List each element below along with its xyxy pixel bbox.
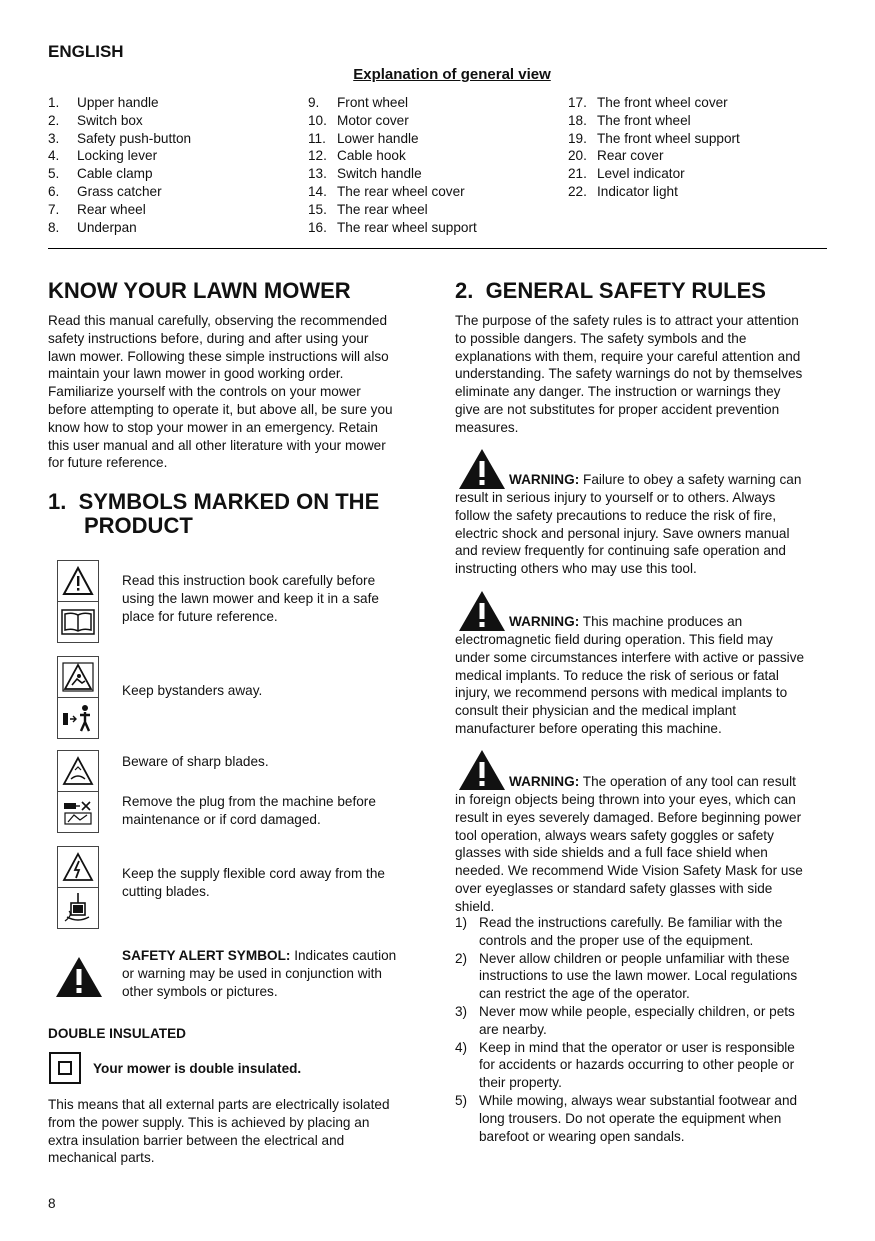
cord-mower-icon: [58, 887, 98, 928]
part-item: 12. Cable hook: [308, 148, 406, 164]
part-item: 1. Upper handle: [48, 95, 159, 110]
safety-alert-text: SAFETY ALERT SYMBOL: Indicates caution or warning may be used in conjunction with other symbols or pictures.: [122, 948, 397, 999]
open-book-icon: [58, 601, 98, 642]
know-paragraph: Read this manual carefully, observing the recommended safety instructions before, during and after using your lawn mower. Following these simple instructions will also maintain your lawn mower in good working order. Familiarize yourself with the controls on your mower before attempting to operate it, but above all, be sure you know how to stop your mower in an emergency. Retain this user manual and all other literature with your mower for future reference.: [48, 313, 393, 471]
part-item: 3. Safety push-button: [48, 130, 192, 146]
part-item: 8. Underpan: [48, 219, 137, 235]
electric-shock-warning-icon: [58, 847, 98, 887]
part-item: 4. Locking lever: [48, 148, 158, 164]
part-item: 19. The front wheel support: [568, 130, 740, 146]
double-insulated-note: Your mower is double insulated.: [93, 1061, 302, 1076]
know-title: KNOW YOUR LAWN MOWER: [48, 278, 351, 303]
warning-2-text: electromagnetic field during operation. This field may under some circumstances interfere with active or passive medical implants. To reduce the risk of serious or fatal injury, we recommend persons with medical implants to consult their physician and the medical implant manufacturer before operating this machine.: [455, 632, 805, 736]
section-divider: [48, 248, 827, 249]
list-item: 5) While mowing, always wear substantial footwear and long trousers. Do not operate the equipment when barefoot or wearing open sandals.: [455, 1092, 798, 1144]
part-item: 9. Front wheel: [308, 95, 409, 110]
part-item: 2. Switch box: [48, 112, 143, 128]
part-item: 22. Indicator light: [568, 183, 678, 199]
symbol-blades-text: Beware of sharp blades.: [122, 754, 269, 769]
part-item: 18. The front wheel: [568, 112, 691, 128]
safety-rules-list: [455, 914, 830, 1145]
warning-icon: [457, 447, 507, 491]
part-item: 13. Switch handle: [308, 166, 422, 182]
part-item: 16. The rear wheel support: [308, 219, 477, 235]
warning-2-first-line: WARNING: This machine produces an: [509, 614, 743, 629]
symbol-bystanders: [57, 656, 99, 739]
symbol-read-manual-text: Read this instruction book carefully before using the lawn mower and keep it in a safe place for future reference.: [122, 573, 379, 624]
safety-alert-icon: [54, 955, 104, 999]
part-item: 5. Cable clamp: [48, 166, 153, 182]
list-item: 1) Read the instructions carefully. Be familiar with the controls and the proper use of the equipment.: [455, 915, 783, 948]
symbol-unplug-text: Remove the plug from the machine before maintenance or if cord damaged.: [122, 794, 376, 827]
symbols-title: 1. SYMBOLS MARKED ON THE: [48, 489, 380, 514]
warning-3-text: in foreign objects being thrown into your eyes, which can result in eyes severely damaged. Before beginning power tool operation, always wears safety goggles or safety glasses with side shields and a full face shield when needed. We recommend Wide Vision Safety Mask for use over eyeglasses or standard safety glasses with side shield.: [455, 792, 803, 914]
symbol-read-manual: [57, 560, 99, 643]
part-item: 21. Level indicator: [568, 166, 685, 182]
symbol-blades-plug: [57, 750, 99, 833]
safety-title: 2. GENERAL SAFETY RULES: [455, 278, 766, 303]
warning-1-first-line: WARNING: Failure to obey a safety warning can: [509, 472, 802, 487]
warning-icon: [457, 589, 507, 633]
parts-list-col-2: [308, 94, 558, 236]
thrown-object-warning-icon: [58, 657, 98, 697]
unplug-maintenance-icon: [58, 791, 98, 832]
parts-list-col-3: [568, 94, 818, 201]
part-item: 15. The rear wheel: [308, 201, 428, 217]
symbol-bystanders-text: Keep bystanders away.: [122, 683, 263, 698]
warning-3-first-line: WARNING: The operation of any tool can result: [509, 774, 796, 789]
list-item: 4) Keep in mind that the operator or user is responsible for accidents or hazards occurring to other people or their property.: [455, 1039, 795, 1091]
double-insulated-paragraph: This means that all external parts are electrically isolated from the power supply. This is achieved by placing an extra insulation barrier between the electrical and mechanical parts.: [48, 1097, 390, 1166]
safety-intro-paragraph: The purpose of the safety rules is to attract your attention to possible dangers. The safety symbols and the explanations with them, require your careful attention and understanding. The safety warnings do not by themselves eliminate any danger. The instruction or warnings they give are not substitutes for proper accident prevention measures.: [455, 313, 803, 435]
language-label: ENGLISH: [48, 42, 124, 61]
part-item: 6. Grass catcher: [48, 183, 162, 199]
page-number: 8: [48, 1196, 56, 1211]
part-item: 17. The front wheel cover: [568, 95, 728, 110]
symbol-cord-text: Keep the supply flexible cord away from the cutting blades.: [122, 866, 385, 899]
warning-icon: [457, 748, 507, 792]
double-insulated-heading: DOUBLE INSULATED: [48, 1026, 186, 1041]
part-item: 14. The rear wheel cover: [308, 183, 465, 199]
general-view-title: Explanation of general view: [353, 66, 551, 83]
symbols-title-cont: PRODUCT: [84, 513, 193, 538]
part-item: 20. Rear cover: [568, 148, 664, 164]
part-item: 11. Lower handle: [308, 130, 419, 146]
list-item: 3) Never mow while people, especially children, or pets are nearby.: [455, 1003, 795, 1037]
part-item: 10. Motor cover: [308, 112, 409, 128]
warning-triangle-icon: [58, 561, 98, 601]
symbol-cord: [57, 846, 99, 929]
list-item: 2) Never allow children or people unfamiliar with these instructions to use the lawn mower. Local regulations can restrict the age of the operator.: [455, 950, 798, 1002]
warning-1-text: result in serious injury to yourself or to others. Always follow the safety precautions to reduce the risk of fire, electric shock and personal injury. Save owners manual and review frequently for continuing safe operation and instructing others who may use this tool.: [455, 490, 790, 577]
double-insulated-icon: [49, 1052, 81, 1084]
part-item: 7. Rear wheel: [48, 201, 146, 217]
sharp-blade-warning-icon: [58, 751, 98, 791]
parts-list-col-1: [48, 94, 298, 236]
keep-distance-person-icon: [58, 697, 98, 738]
